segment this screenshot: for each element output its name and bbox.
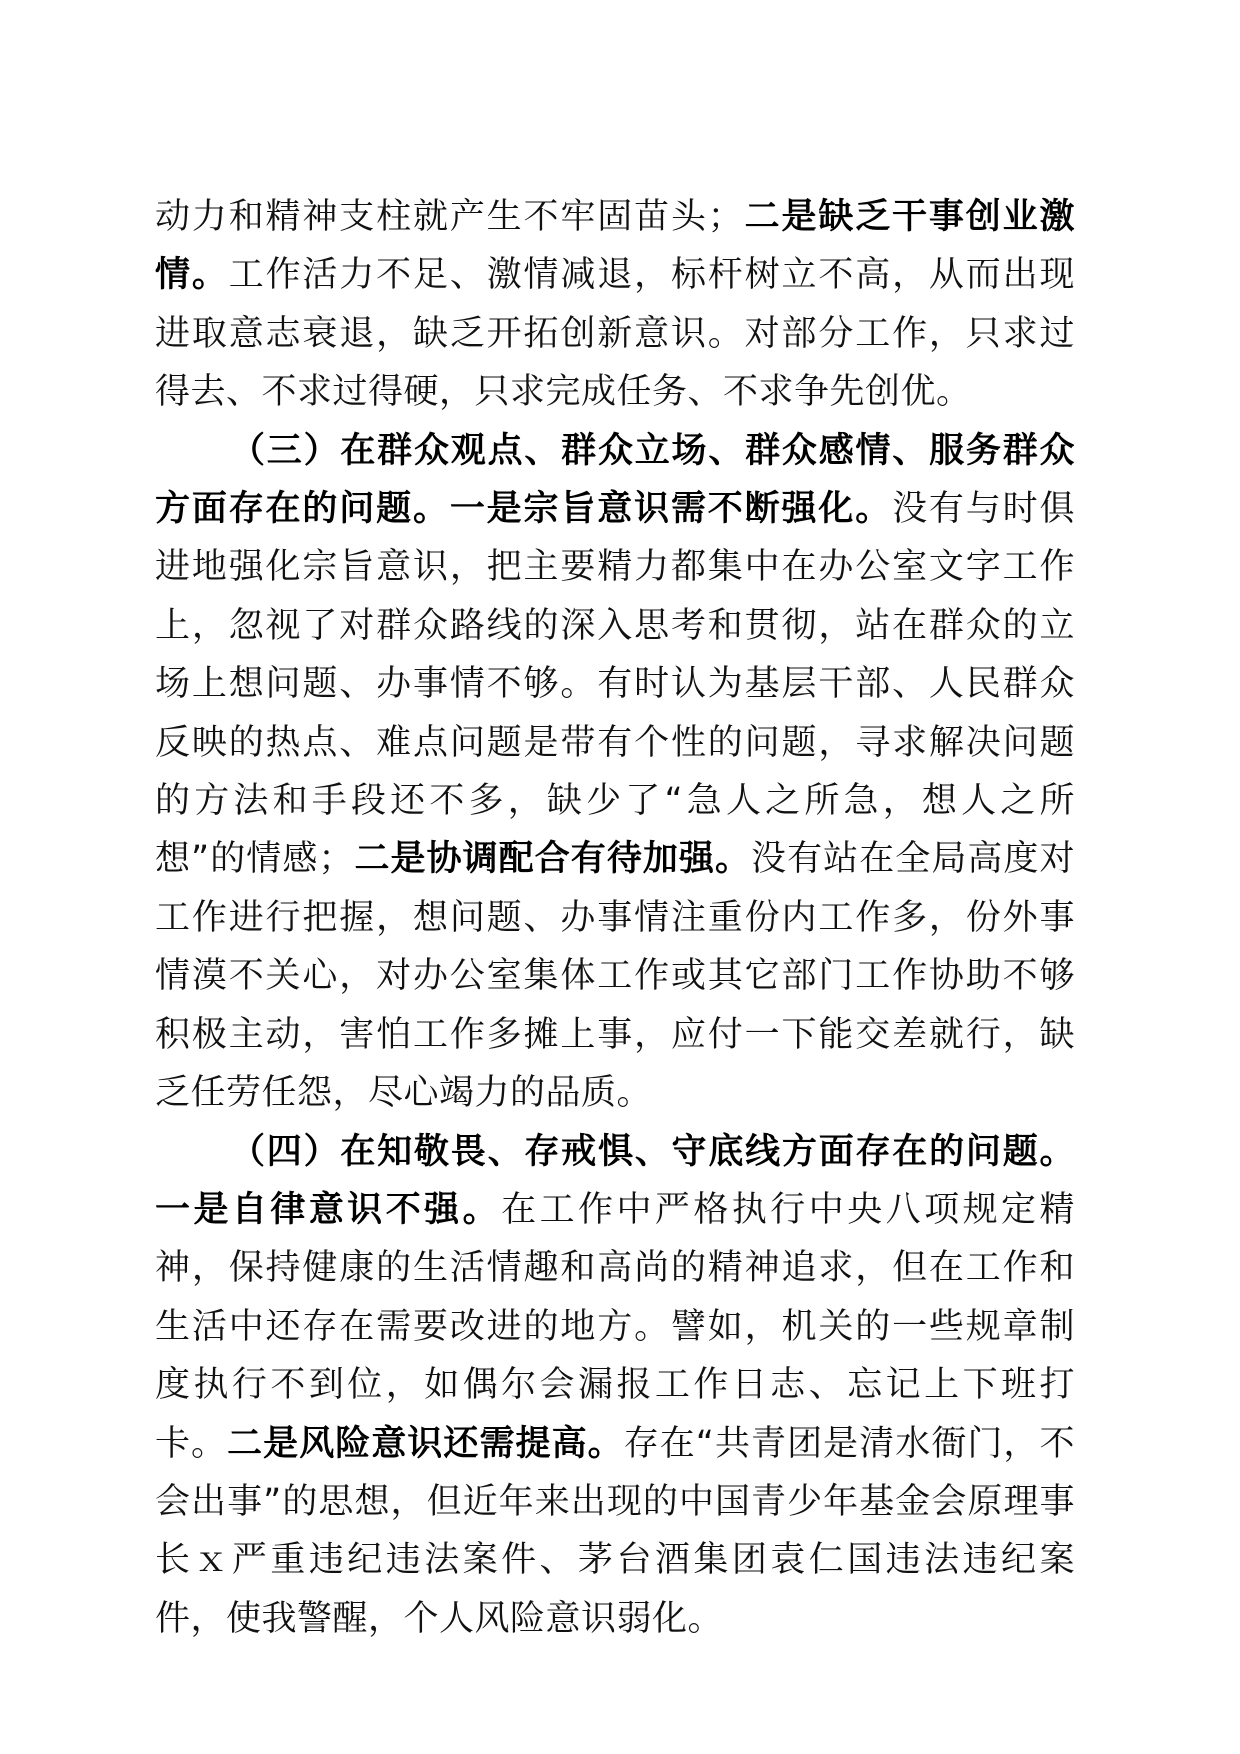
bold-text-run: （四）在知敬畏、存戒惧、守底线方面存在的问题。一是自律意识不强。 bbox=[155, 1131, 1075, 1230]
document-body bbox=[155, 188, 1075, 1648]
bold-text-run: 二是协调配合有待加强。 bbox=[353, 839, 752, 880]
text-run: 存在“共青团是清水衙门，不会出事”的思想，但近年来出现的中国青少年基金会原理事长ｘ严重违纪违法案件、茅台酒集团袁仁国违法违纪案件，使我警醒，个人风险意识弱化。 bbox=[155, 1423, 1075, 1639]
paragraph-section-4 bbox=[155, 1123, 1075, 1649]
paragraph-continuation bbox=[155, 188, 1075, 422]
bold-text-run: （三）在群众观点、群众立场、群众感情、服务群众方面存在的问题。一是宗旨意识需不断强化。 bbox=[155, 430, 1075, 530]
paragraph-section-3 bbox=[155, 422, 1075, 1123]
text-run: 动力和精神支柱就产生不牢固苗头； bbox=[155, 197, 744, 237]
text-run: 在工作中严格执行中央八项规定精神，保持健康的生活情趣和高尚的精神追求，但在工作和生活中还存在需要改进的地方。譬如，机关的一些规章制度执行不到位，如偶尔会漏报工作日志、忘记上下班打卡。 bbox=[155, 1189, 1075, 1464]
text-run: 没有站在全局高度对工作进行把握，想问题、办事情注重份内工作多，份外事情漠不关心，对办公室集体工作或其它部门工作协助不够积极主动，害怕工作多摊上事，应付一下能交差就行，缺乏任劳任怨，尽心竭力的品质。 bbox=[155, 839, 1075, 1114]
text-run: 工作活力不足、激情减退，标杆树立不高，从而出现进取意志衰退，缺乏开拓创新意识。对部分工作，只求过得去、不求过得硬，只求完成任务、不求争先创优。 bbox=[155, 255, 1075, 413]
text-run: 没有与时俱进地强化宗旨意识，把主要精力都集中在办公室文字工作上，忽视了对群众路线的深入思考和贯彻，站在群众的立场上想问题、办事情不够。有时认为基层干部、人民群众反映的热点、难点问题是带有个性的问题，寻求解决问题的方法和手段还不多，缺少了“急人之所急，想人之所想”的情感； bbox=[155, 489, 1075, 880]
bold-text-run: 二是缺乏干事创业激情。 bbox=[155, 197, 1075, 296]
bold-text-run: 二是风险意识还需提高。 bbox=[227, 1423, 624, 1464]
